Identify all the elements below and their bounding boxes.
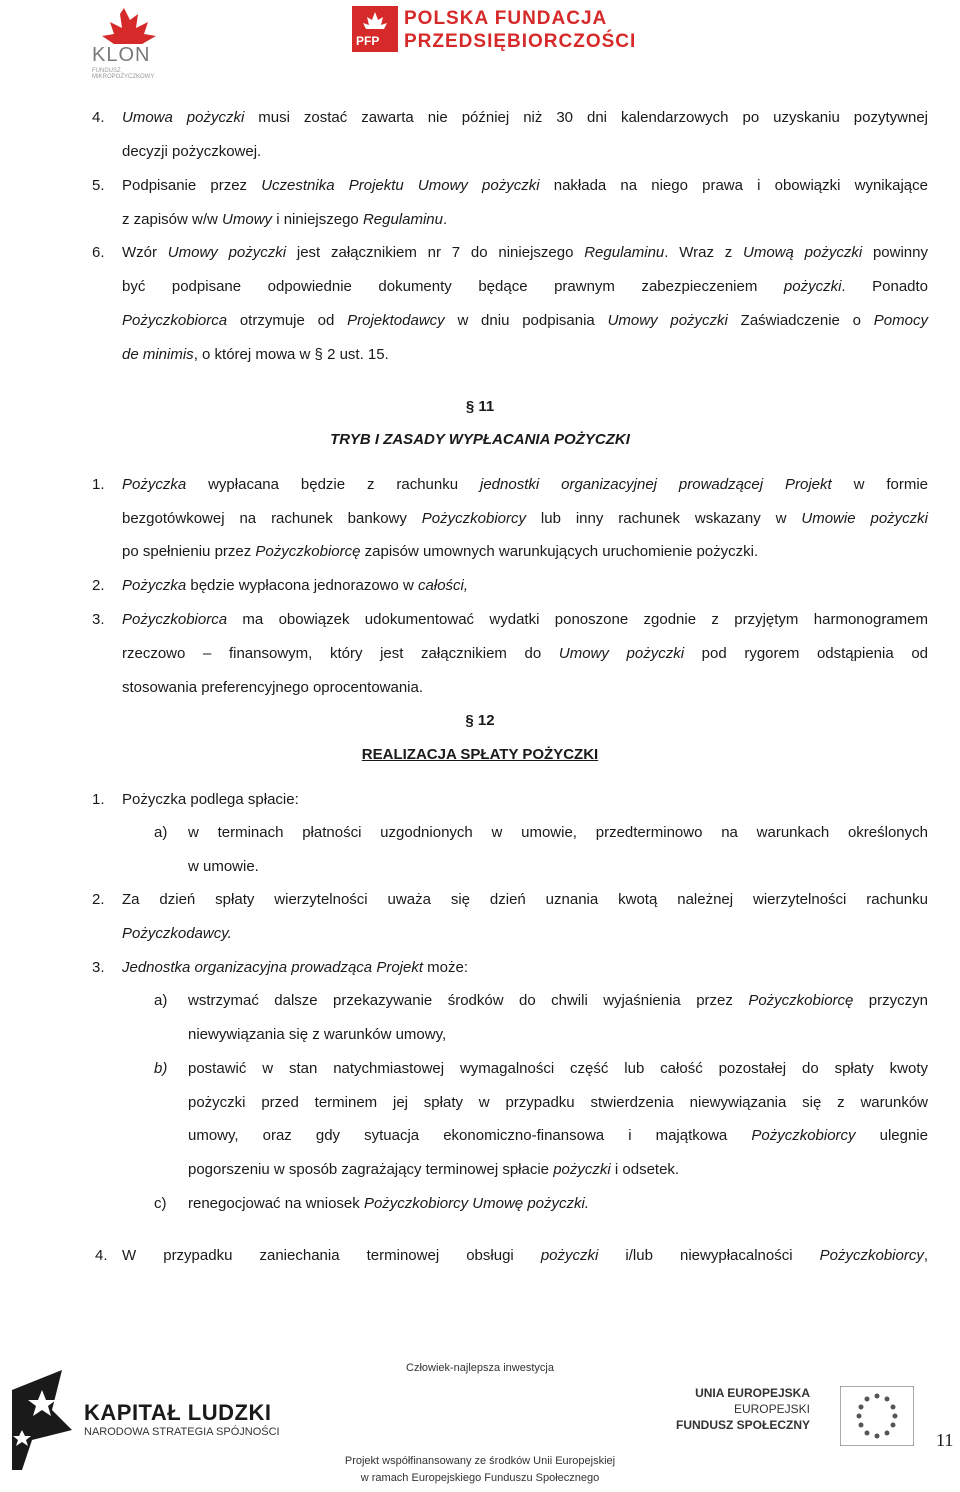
list-number: 3. [92, 959, 105, 976]
page-number: 11 [936, 1430, 954, 1450]
list-number: 5. [92, 177, 105, 194]
section-heading: § 12 [465, 712, 495, 729]
paragraph-line: decyzji pożyczkowej. [122, 143, 262, 160]
paragraph-line: rzeczowo – finansowym, który jest załącznikiem do Umowy pożyczki pod rygorem odstąpienia od [122, 645, 929, 662]
paragraph-line: Za dzień spłaty wierzytelności uważa się dzień uznania kwotą należnej wierzytelności rachunku [122, 891, 928, 908]
list-number: 3. [92, 611, 105, 628]
pfp-logo [352, 6, 652, 56]
sub-list-label: b) [154, 1060, 168, 1077]
paragraph-line: w umowie. [188, 858, 259, 875]
pfp-logo-line1: POLSKA FUNDACJA [404, 8, 608, 29]
paragraph-line: Pożyczka wypłacana będzie z rachunku jednostki organizacyjnej prowadzącej Projekt w formie [122, 476, 929, 493]
footer-tagline: Człowiek-najlepsza inwestycja [406, 1362, 554, 1374]
eu-line1: UNIA EUROPEJSKA [695, 1386, 810, 1400]
paragraph-line: wstrzymać dalsze przekazywanie środków do chwili wyjaśnienia przez Pożyczkobiorcę przyczyn [188, 992, 928, 1009]
paragraph-line: Wzór Umowy pożyczki jest załącznikiem nr 7 do niniejszego Regulaminu. Wraz z Umową pożyczki powinny [122, 244, 928, 261]
paragraph-line: Pożyczka podlega spłacie: [122, 791, 299, 808]
paragraph-line: Pożyczkodawcy. [122, 925, 232, 942]
paragraph-line: być podpisane odpowiednie dokumenty będące prawnym zabezpieczeniem pożyczki. Ponadto [122, 278, 929, 295]
paragraph-line: bezgotówkowej na rachunek bankowy Pożyczkobiorcy lub inny rachunek wskazany w Umowie pożyczki [122, 510, 928, 527]
paragraph-line: z zapisów w/w Umowy i niniejszego Regulaminu. [122, 211, 448, 228]
section-title: REALIZACJA SPŁATY POŻYCZKI [361, 746, 599, 763]
cofinance-line2: w ramach Europejskiego Funduszu Społecznego [360, 1472, 600, 1484]
paragraph-line: po spełnieniu przez Pożyczkobiorcę zapisów umownych warunkujących uruchomienie pożyczki. [122, 543, 759, 560]
klon-logo-subtext: FUNDUSZ MIKROPOŻYCZKOWY [92, 68, 155, 80]
kl-title: KAPITAŁ LUDZKI [84, 1400, 272, 1425]
paragraph-line: Podpisanie przez Uczestnika Projektu Umowy pożyczki nakłada na niego prawa i obowiązki wynikające [122, 177, 928, 194]
list-number: 2. [92, 891, 105, 908]
paragraph-line: umowy, oraz gdy sytuacja ekonomiczno-finansowa i majątkowa Pożyczkobiorcy ulegnie [188, 1127, 928, 1144]
sub-list-label: a) [154, 992, 168, 1009]
paragraph-line: Pożyczkobiorca otrzymuje od Projektodawcy w dniu podpisania Umowy pożyczki Zaświadczenie o Pomocy [122, 312, 928, 329]
paragraph-line: Umowa pożyczki musi zostać zawarta nie później niż 30 dni kalendarzowych po uzyskaniu pozytywnej [122, 109, 928, 126]
eu-flag-icon [840, 1386, 914, 1446]
pfp-logo-line2: PRZEDSIĘBIORCZOŚCI [404, 31, 637, 52]
list-number: 6. [92, 244, 105, 261]
cofinance-line1: Projekt współfinansowany ze środków Unii Europejskiej [344, 1455, 616, 1467]
paragraph-line: w terminach płatności uzgodnionych w umowie, przedterminowo na warunkach określonych [188, 824, 928, 841]
list-number: 4. [95, 1247, 108, 1264]
list-number: 2. [92, 577, 105, 594]
list-number: 1. [92, 791, 105, 808]
paragraph-line: W przypadku zaniechania terminowej obsługi pożyczki i/lub niewypłacalności Pożyczkobiorcy, [122, 1247, 929, 1264]
paragraph-line: de minimis, o której mowa w § 2 ust. 15. [122, 346, 389, 363]
maple-leaf-icon [94, 4, 190, 48]
list-number: 4. [92, 109, 105, 126]
sub-list-label: c) [154, 1195, 167, 1212]
eu-logo [675, 1386, 920, 1450]
sub-list-label: a) [154, 824, 168, 841]
paragraph-line: pożyczki przed terminem jej spłaty w przypadku stwierdzenia niewywiązania się z warunków [188, 1094, 928, 1111]
klon-logo-text: KLON [92, 44, 151, 66]
paragraph-line: niewywiązania się z warunków umowy, [188, 1026, 447, 1043]
kl-subtitle: NARODOWA STRATEGIA SPÓJNOŚCI [84, 1426, 280, 1438]
section-heading: § 11 [465, 398, 495, 415]
eu-line2: EUROPEJSKI [733, 1402, 810, 1416]
section-title: TRYB I ZASADY WYPŁACANIA POŻYCZKI [330, 431, 630, 448]
paragraph-line: Pożyczkobiorca ma obowiązek udokumentować wydatki ponoszone zgodnie z przyjętym harmonogramem [122, 611, 928, 628]
paragraph-line: pogorszeniu w sposób zagrażający terminowej spłacie pożyczki i odsetek. [188, 1161, 680, 1178]
eu-line3: FUNDUSZ SPOŁECZNY [675, 1418, 810, 1432]
list-number: 1. [92, 476, 105, 493]
paragraph-line: stosowania preferencyjnego oprocentowania. [122, 679, 424, 696]
paragraph-line: Jednostka organizacyjna prowadząca Projekt może: [122, 959, 469, 976]
pfp-logo-abbr: PFP [356, 34, 380, 48]
paragraph-line: Pożyczka będzie wypłacona jednorazowo w całości, [122, 577, 469, 594]
paragraph-line: postawić w stan natychmiastowej wymagalności część lub całość pozostałej do spłaty kwoty [188, 1060, 928, 1077]
klon-logo [88, 4, 184, 80]
paragraph-line: renegocjować na wniosek Pożyczkobiorcy Umowę pożyczki. [188, 1195, 590, 1212]
